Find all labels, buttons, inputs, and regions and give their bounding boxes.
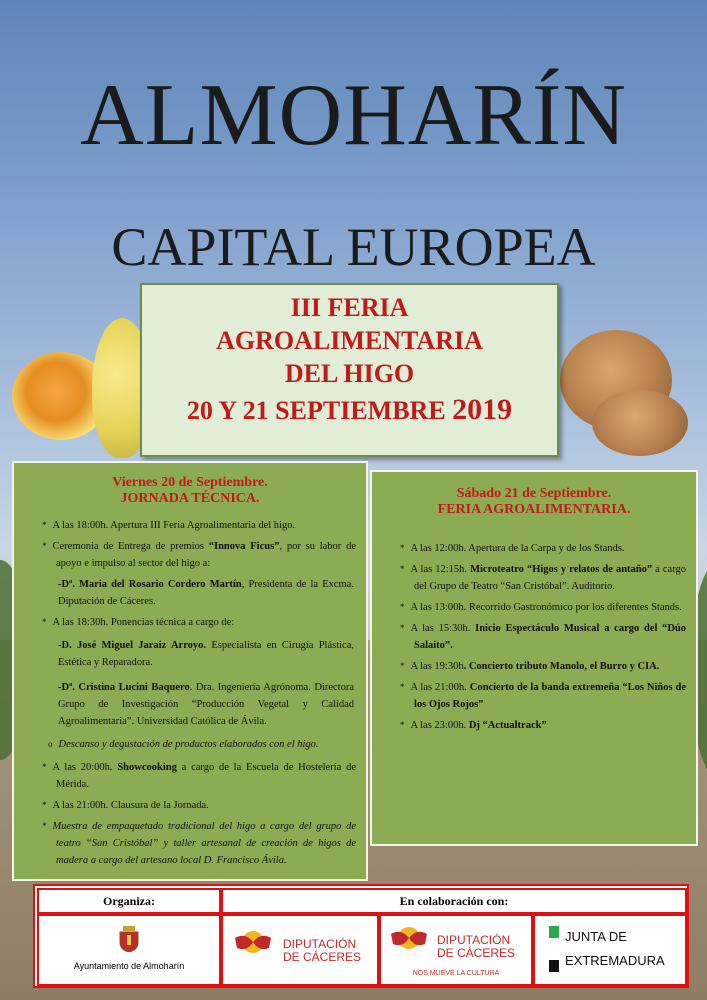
event-date-text: 20 Y 21 SEPTIEMBRE	[186, 396, 446, 425]
program-item	[386, 679, 686, 713]
item-text: A las 18:30h. Ponencias técnica a cargo de:	[52, 617, 235, 628]
item-text: A las 13:00h. Recorrido Gastronómico por los diferentes Stands.	[410, 602, 682, 613]
coat-of-arms-icon	[118, 926, 140, 952]
diputacion-logo-cell	[221, 914, 379, 986]
person-desc: , Presidenta de la Excma. Diputación de Cáceres.	[58, 579, 354, 607]
break-item	[34, 736, 356, 753]
item-highlight: Dj “Actualtrack”	[468, 720, 547, 731]
saturday-heading-day: Sábado 21 de Septiembre.	[456, 486, 612, 501]
item-highlight: . Concierto tributo Manolo, el Burro y CIA.	[463, 661, 660, 672]
event-banner	[140, 283, 559, 457]
program-item	[28, 797, 356, 814]
award-name: “Innova Ficus”	[208, 541, 280, 552]
program-item	[28, 818, 356, 869]
program-item	[386, 561, 686, 595]
asterisk-icon: *	[400, 661, 405, 671]
banner-line: DEL HIGO	[284, 359, 415, 388]
subtitle: CAPITAL EUROPEA	[111, 217, 596, 277]
asterisk-icon: *	[42, 520, 47, 530]
person-name: -D. José Miguel Jaraiz Arroyo.	[58, 640, 207, 651]
diputacion-line: DE CÁCERES	[283, 950, 362, 964]
asterisk-icon: *	[400, 623, 405, 633]
sponsors-footer	[33, 884, 689, 988]
junta-logo-cell	[533, 914, 687, 986]
friday-heading-event: JORNADA TÉCNICA.	[120, 491, 260, 506]
saturday-program-panel	[370, 470, 698, 846]
saturday-heading-event: FERIA AGROALIMENTARIA.	[437, 502, 631, 517]
town-title: ALMOHARÍN	[80, 67, 627, 164]
ayuntamiento-logo-cell	[37, 914, 221, 986]
program-item	[28, 614, 356, 631]
program-item	[386, 620, 686, 654]
item-text: , por su labor de apoyo e impulso al sector del higo a:	[56, 541, 356, 569]
item-text: Ceremonia de Entrega de premios	[52, 541, 209, 552]
person-name: -Dª. Cristina Lucini Baquero	[58, 682, 190, 693]
item-text: A las 21:00h.	[410, 682, 470, 693]
colabora-label-cell	[221, 888, 687, 914]
banner-line: III FERIA	[290, 293, 409, 322]
diputacion-line: DE CÁCERES	[437, 946, 516, 960]
diputacion-line: DIPUTACIÓN	[437, 933, 511, 947]
asterisk-icon: *	[400, 543, 405, 553]
event-dates	[142, 392, 557, 429]
program-item	[386, 658, 686, 675]
item-text: a cargo de la Escuela de Hostelería de Mérida.	[56, 762, 356, 790]
item-text: A las 12:15h.	[410, 564, 471, 575]
circle-bullet-icon: o	[48, 739, 53, 749]
asterisk-icon: *	[42, 800, 47, 810]
asterisk-icon: *	[400, 720, 405, 730]
ayuntamiento-name: Ayuntamiento de Almoharín	[73, 961, 185, 971]
diputacion-name	[283, 938, 361, 964]
item-text: A las 21:00h. Clausura de la Jornada.	[52, 800, 209, 811]
diputacion-line: DIPUTACIÓN	[283, 937, 357, 951]
item-highlight: Microteatro “Higos y relatos de antaño”	[470, 564, 653, 575]
item-text: Descanso y degustación de productos elaborados con el higo.	[58, 739, 319, 750]
asterisk-icon: *	[42, 821, 47, 831]
item-text: A las 20:00h.	[52, 762, 118, 773]
item-text: A las 19:30h	[410, 661, 464, 672]
asterisk-icon: *	[400, 564, 405, 574]
banner-line: AGROALIMENTARIA	[216, 326, 483, 355]
program-item	[28, 538, 356, 572]
diputacion-cultura-logo-cell	[379, 914, 533, 986]
diputacion-logo-icon	[389, 924, 429, 954]
colabora-label: En colaboración con:	[399, 894, 509, 908]
program-item	[28, 517, 356, 534]
item-highlight: Concierto de la banda extremeña “Los Niños de los Ojos Rojos”	[414, 682, 686, 710]
asterisk-icon: *	[42, 541, 47, 551]
organiza-label-cell	[37, 888, 221, 914]
program-item	[28, 759, 356, 793]
asterisk-icon: *	[400, 602, 405, 612]
speaker	[58, 637, 354, 671]
person-desc: . Dra. Ingeniería Agrónoma. Directora Grupo de Investigación “Producción Vegetal y Calidad Agroalimentaria”. Universidad Católica de Ávila.	[58, 682, 354, 727]
event-year: 2019	[452, 393, 513, 426]
award-person	[58, 576, 354, 610]
junta-line: JUNTA DE	[565, 929, 627, 944]
item-text: A las 18:00h. Apertura III Feria Agroalimentaria del higo.	[52, 520, 296, 531]
speaker	[58, 679, 354, 730]
item-text: A las 15:30h.	[410, 623, 476, 634]
junta-black-square-icon	[549, 960, 559, 972]
asterisk-icon: *	[42, 762, 47, 772]
asterisk-icon: *	[42, 617, 47, 627]
item-text: A las 23:00h.	[410, 720, 469, 731]
person-name: -Dª. Maria del Rosario Cordero Martín	[58, 579, 242, 590]
diputacion-name	[437, 934, 515, 960]
organiza-label: Organiza:	[103, 894, 155, 908]
asterisk-icon: *	[400, 682, 405, 692]
junta-name	[565, 928, 665, 970]
person-desc: Especialista en Cirugía Plástica, Estética y Reparadora.	[58, 640, 354, 668]
program-item	[386, 717, 686, 734]
program-item	[386, 599, 686, 616]
diputacion-logo-icon	[233, 928, 273, 958]
fig-right-illustration	[592, 390, 688, 456]
program-item	[386, 540, 686, 557]
junta-green-square-icon	[549, 926, 559, 938]
diputacion-tagline: NOS MUEVE LA CULTURA	[412, 970, 500, 977]
item-highlight: Inicio Espectáculo Musical a cargo del “Dúo Salaito”.	[414, 623, 687, 651]
item-text: A las 12:00h. Apertura de la Carpa y de los Stands.	[410, 543, 625, 554]
item-highlight: Showcooking	[117, 762, 177, 773]
friday-heading-day: Viernes 20 de Septiembre.	[112, 475, 268, 490]
item-text: a cargo del Grupo de Teatro “San Cristóbal”. Auditorio.	[414, 564, 686, 592]
item-text: Muestra de empaquetado tradicional del higo a cargo del grupo de teatro “San Cristóbal” y taller artesanal de creación de higos de madera a cargo del artesano local D. Francisco Ávila.	[52, 821, 356, 866]
friday-program-panel	[12, 461, 368, 881]
junta-line: EXTREMADURA	[565, 953, 665, 968]
